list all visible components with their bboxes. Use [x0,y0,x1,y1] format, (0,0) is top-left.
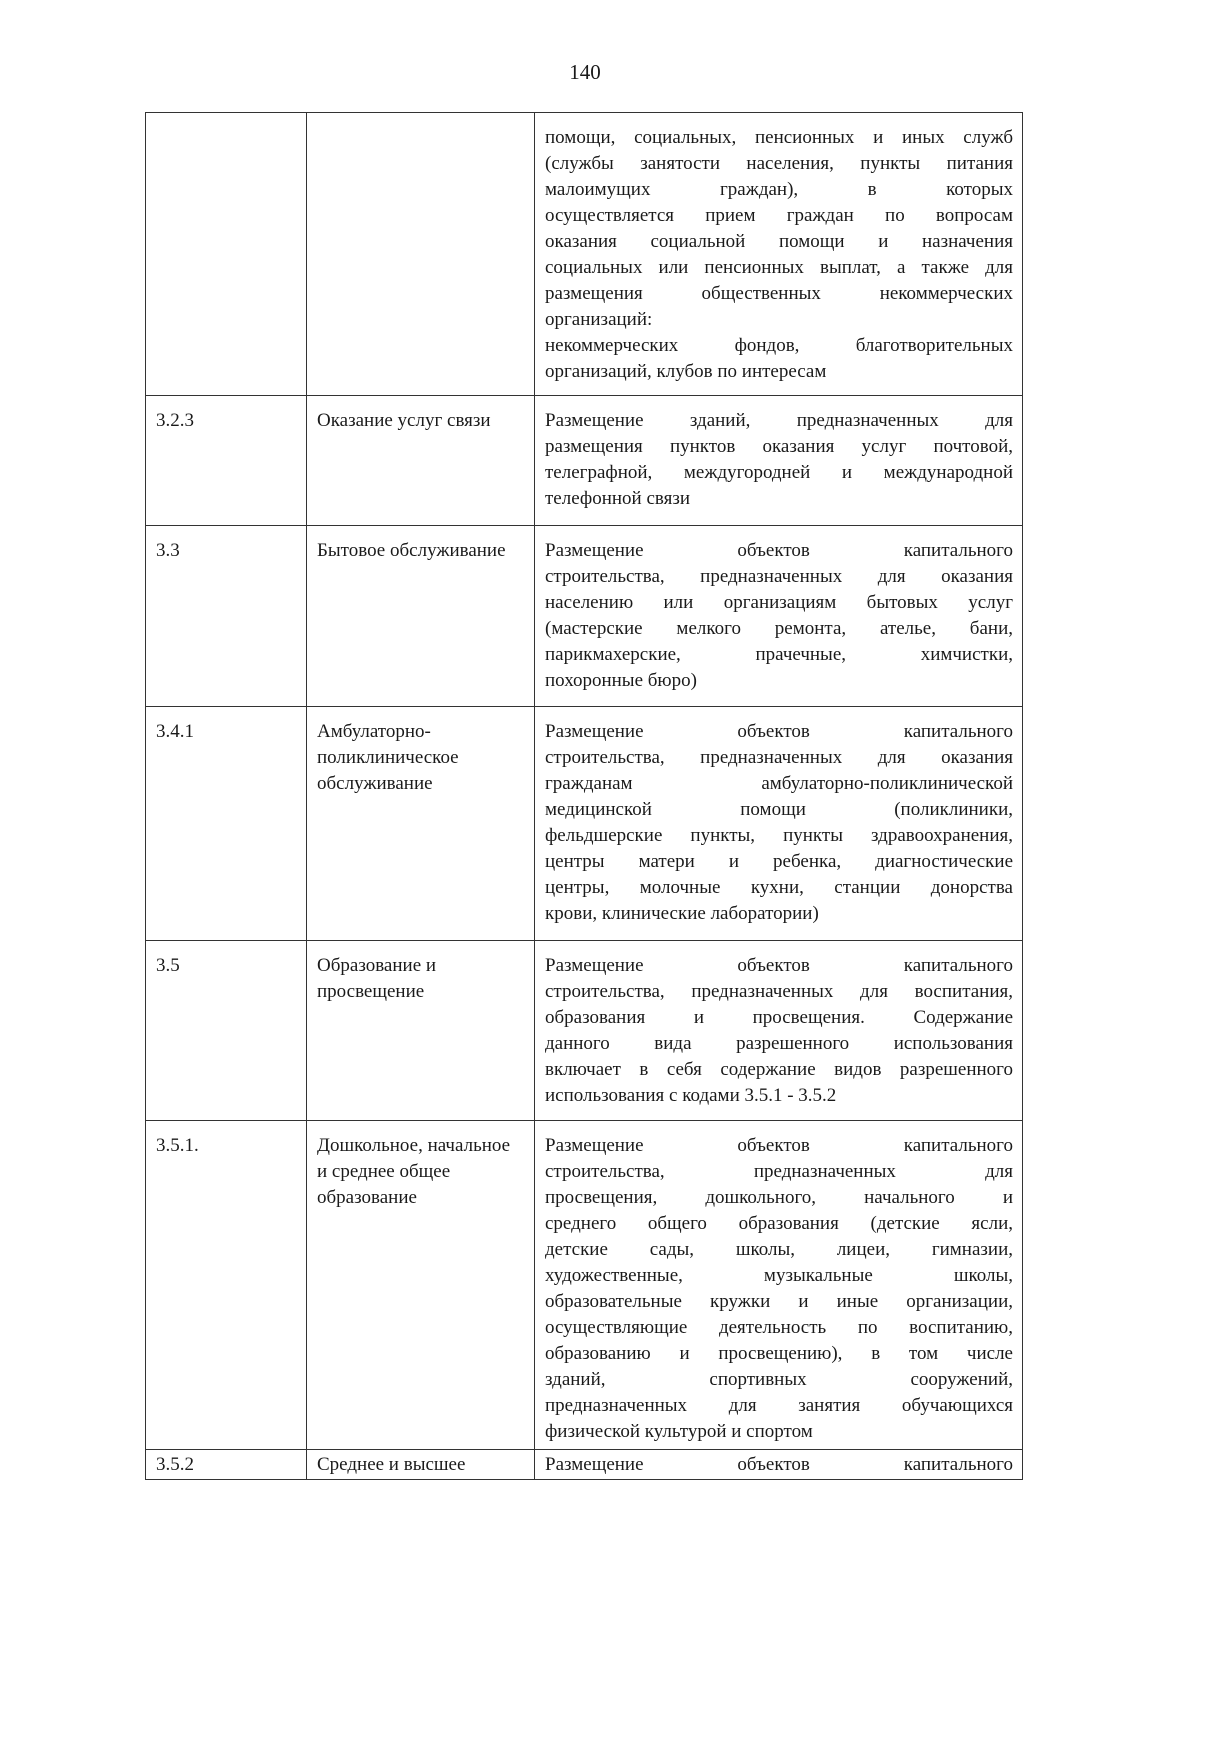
description-line: некоммерческих фондов, благотворительных [545,335,1013,356]
name-cell: Бытовое обслуживание [307,526,535,707]
description-line: населению или организациям бытовых услуг [545,592,1013,613]
description-line: строительства, предназначенных для оказания [545,747,1013,768]
name-cell: Среднее и высшее [307,1450,535,1480]
description-cell [535,113,1023,396]
description-cell [535,396,1023,526]
code-cell: 3.5.1. [146,1121,307,1450]
table-row [146,526,1023,707]
description-line: фельдшерские пункты, пункты здравоохранения, [545,825,1013,846]
description-line: Размещение зданий, предназначенных для [545,410,1013,431]
description-line: предназначенных для занятия обучающихся [545,1395,1013,1416]
description-line: физической культурой и спортом [545,1421,813,1442]
description-cell [535,1450,1023,1480]
description-line: строительства, предназначенных для воспитания, [545,981,1013,1002]
description-line: Размещение объектов капитального [545,1135,1013,1156]
description-cell [535,526,1023,707]
description-line: размещения общественных некоммерческих [545,283,1013,304]
code-cell: 3.4.1 [146,707,307,941]
table-row [146,1450,1023,1480]
description-line: образования и просвещения. Содержание [545,1007,1013,1028]
description-line: данного вида разрешенного использования [545,1033,1013,1054]
description-line: Размещение объектов капитального [545,1454,1013,1475]
description-line: социальных или пенсионных выплат, а также для [545,257,1013,278]
description-line: организаций, клубов по интересам [545,361,827,382]
page-number: 140 [569,60,601,84]
name-cell: Амбулаторно-поликлиническое обслуживание [307,707,535,941]
table-row [146,396,1023,526]
description-line: оказания социальной помощи и назначения [545,231,1013,252]
land-use-table [145,112,1023,1480]
description-line: строительства, предназначенных для [545,1161,1013,1182]
description-line: Размещение объектов капитального [545,540,1013,561]
description-line: просвещения, дошкольного, начального и [545,1187,1013,1208]
description-line: телефонной связи [545,488,691,509]
code-cell: 3.3 [146,526,307,707]
description-line: образованию и просвещению), в том числе [545,1343,1013,1364]
description-line: зданий, спортивных сооружений, [545,1369,1013,1390]
description-line: организаций: [545,309,653,330]
description-cell [535,1121,1023,1450]
description-cell [535,707,1023,941]
description-line: осуществляющие деятельность по воспитанию, [545,1317,1013,1338]
description-line: размещения пунктов оказания услуг почтовой, [545,436,1013,457]
description-line: Размещение объектов капитального [545,721,1013,742]
name-cell: Образование и просвещение [307,941,535,1121]
description-line: парикмахерские, прачечные, химчистки, [545,644,1013,665]
description-line: (службы занятости населения, пункты питания [545,153,1013,174]
table-row [146,941,1023,1121]
description-line: помощи, социальных, пенсионных и иных служб [545,127,1013,148]
code-cell: 3.5 [146,941,307,1121]
description-line: медицинской помощи (поликлиники, [545,799,1013,820]
description-line: центры матери и ребенка, диагностические [545,851,1013,872]
name-cell: Дошкольное, начальное и среднее общее образование [307,1121,535,1450]
description-line: среднего общего образования (детские ясли, [545,1213,1013,1234]
description-line: гражданам амбулаторно-поликлинической [545,773,1013,794]
description-line: похоронные бюро) [545,670,697,691]
name-cell [307,113,535,396]
description-line: художественные, музыкальные школы, [545,1265,1013,1286]
description-line: образовательные кружки и иные организации, [545,1291,1013,1312]
description-cell [535,941,1023,1121]
code-cell: 3.2.3 [146,396,307,526]
name-cell: Оказание услуг связи [307,396,535,526]
description-line: Размещение объектов капитального [545,955,1013,976]
description-line: телеграфной, междугородней и международной [545,462,1013,483]
description-line: использования с кодами 3.5.1 - 3.5.2 [545,1085,837,1106]
description-line: детские сады, школы, лицеи, гимназии, [545,1239,1013,1260]
description-line: крови, клинические лаборатории) [545,903,819,924]
description-line: включает в себя содержание видов разрешенного [545,1059,1013,1080]
description-line: строительства, предназначенных для оказания [545,566,1013,587]
description-line: центры, молочные кухни, станции донорства [545,877,1013,898]
code-cell: 3.5.2 [146,1450,307,1480]
table-row [146,707,1023,941]
description-line: малоимущих граждан), в которых [545,179,1013,200]
description-line: (мастерские мелкого ремонта, ателье, бани, [545,618,1013,639]
table-row [146,113,1023,396]
table-row [146,1121,1023,1450]
code-cell [146,113,307,396]
description-line: осуществляется прием граждан по вопросам [545,205,1013,226]
